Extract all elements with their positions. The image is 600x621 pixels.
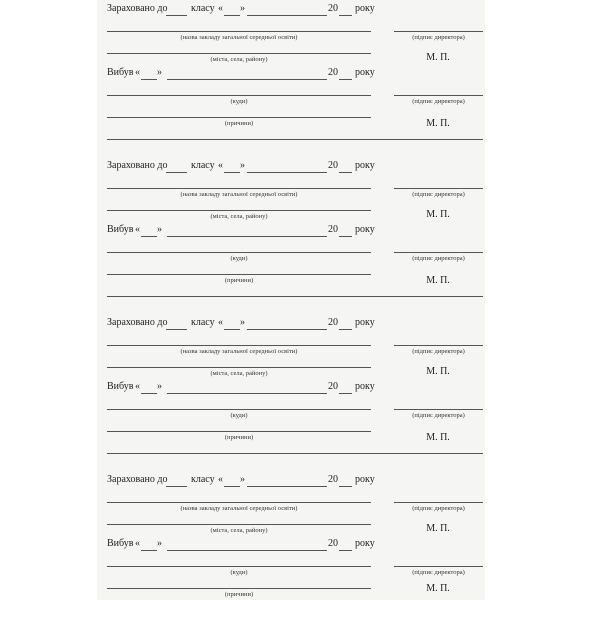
stamp-place: М. П.	[426, 52, 450, 63]
signature-line[interactable]	[394, 409, 483, 410]
date-open-quote: «	[218, 3, 223, 14]
month-field[interactable]	[247, 172, 327, 173]
reasons-caption: (причини)	[224, 120, 254, 127]
date-open-quote: «	[135, 224, 140, 235]
stamp-place: М. П.	[426, 118, 450, 129]
signature-line[interactable]	[394, 566, 483, 567]
left-label: Вибув	[107, 381, 134, 392]
class-number-field[interactable]	[166, 172, 187, 173]
reasons-line[interactable]	[107, 274, 371, 275]
form-sheet	[97, 0, 485, 600]
signature-caption: (підпис директора)	[412, 34, 465, 41]
where-caption: (куди)	[230, 569, 248, 576]
reasons-caption: (причини)	[224, 277, 254, 284]
signature-line[interactable]	[394, 95, 483, 96]
date-open-quote: «	[218, 474, 223, 485]
enrollment-block-3	[97, 314, 485, 464]
institution-caption: (назва закладу загальної середньої освіти)	[180, 348, 298, 355]
locality-line[interactable]	[107, 524, 371, 525]
signature-line[interactable]	[394, 502, 483, 503]
signature-line[interactable]	[394, 188, 483, 189]
year-suffix: року	[355, 160, 375, 171]
month-field[interactable]	[247, 15, 327, 16]
institution-caption: (назва закладу загальної середньої освіти)	[180, 191, 298, 198]
where-line[interactable]	[107, 409, 371, 410]
date-open-quote: «	[135, 381, 140, 392]
enrollment-block-1	[97, 0, 485, 150]
institution-line[interactable]	[107, 188, 371, 189]
enrollment-block-2	[97, 157, 485, 307]
month-field[interactable]	[167, 550, 327, 551]
year-prefix: 20	[328, 3, 338, 14]
left-label: Вибув	[107, 538, 134, 549]
class-label: класу	[191, 3, 215, 14]
day-field[interactable]	[224, 329, 240, 330]
year-suffix: року	[355, 381, 375, 392]
date-open-quote: «	[218, 317, 223, 328]
signature-caption: (підпис директора)	[412, 255, 465, 262]
enrollment-block-4	[97, 471, 485, 621]
day-field[interactable]	[141, 393, 157, 394]
year-prefix: 20	[328, 474, 338, 485]
year-prefix: 20	[328, 160, 338, 171]
left-label: Вибув	[107, 224, 134, 235]
reasons-line[interactable]	[107, 117, 371, 118]
institution-caption: (назва закладу загальної середньої освіти)	[180, 34, 298, 41]
signature-line[interactable]	[394, 252, 483, 253]
stamp-place: М. П.	[426, 583, 450, 594]
year-suffix: року	[355, 67, 375, 78]
year-prefix: 20	[328, 317, 338, 328]
year-field[interactable]	[339, 172, 352, 173]
enrolled-label: Зараховано до	[107, 160, 168, 171]
locality-caption: (міста, села, району)	[210, 213, 268, 220]
date-close-quote: »	[157, 381, 162, 392]
left-label: Вибув	[107, 67, 134, 78]
where-caption: (куди)	[230, 98, 248, 105]
year-field[interactable]	[339, 236, 352, 237]
year-prefix: 20	[328, 381, 338, 392]
year-suffix: року	[355, 3, 375, 14]
class-number-field[interactable]	[166, 15, 187, 16]
reasons-line[interactable]	[107, 588, 371, 589]
reasons-caption: (причини)	[224, 591, 254, 598]
year-field[interactable]	[339, 79, 352, 80]
where-caption: (куди)	[230, 412, 248, 419]
year-field[interactable]	[339, 329, 352, 330]
signature-caption: (підпис директора)	[412, 569, 465, 576]
signature-caption: (підпис директора)	[412, 505, 465, 512]
day-field[interactable]	[224, 15, 240, 16]
class-label: класу	[191, 317, 215, 328]
institution-line[interactable]	[107, 31, 371, 32]
year-field[interactable]	[339, 486, 352, 487]
locality-line[interactable]	[107, 53, 371, 54]
locality-line[interactable]	[107, 367, 371, 368]
month-field[interactable]	[167, 236, 327, 237]
date-close-quote: »	[240, 474, 245, 485]
block-separator-line	[107, 139, 483, 140]
date-open-quote: «	[135, 538, 140, 549]
month-field[interactable]	[167, 79, 327, 80]
date-close-quote: »	[157, 67, 162, 78]
year-suffix: року	[355, 474, 375, 485]
signature-caption: (підпис директора)	[412, 98, 465, 105]
date-close-quote: »	[157, 224, 162, 235]
year-field[interactable]	[339, 393, 352, 394]
year-field[interactable]	[339, 15, 352, 16]
stamp-place: М. П.	[426, 432, 450, 443]
day-field[interactable]	[224, 172, 240, 173]
date-open-quote: «	[218, 160, 223, 171]
month-field[interactable]	[247, 486, 327, 487]
signature-line[interactable]	[394, 31, 483, 32]
year-suffix: року	[355, 317, 375, 328]
date-close-quote: »	[240, 160, 245, 171]
block-separator-line	[107, 453, 483, 454]
enrolled-label: Зараховано до	[107, 3, 168, 14]
date-close-quote: »	[240, 317, 245, 328]
locality-caption: (міста, села, району)	[210, 370, 268, 377]
institution-line[interactable]	[107, 502, 371, 503]
class-label: класу	[191, 160, 215, 171]
institution-line[interactable]	[107, 345, 371, 346]
year-prefix: 20	[328, 538, 338, 549]
day-field[interactable]	[224, 486, 240, 487]
where-caption: (куди)	[230, 255, 248, 262]
month-field[interactable]	[247, 329, 327, 330]
day-field[interactable]	[141, 550, 157, 551]
signature-caption: (підпис директора)	[412, 191, 465, 198]
locality-caption: (міста, села, району)	[210, 56, 268, 63]
reasons-line[interactable]	[107, 431, 371, 432]
enrolled-label: Зараховано до	[107, 474, 168, 485]
where-line[interactable]	[107, 252, 371, 253]
date-open-quote: «	[135, 67, 140, 78]
locality-line[interactable]	[107, 210, 371, 211]
date-close-quote: »	[240, 3, 245, 14]
day-field[interactable]	[141, 79, 157, 80]
class-number-field[interactable]	[166, 329, 187, 330]
stamp-place: М. П.	[426, 523, 450, 534]
day-field[interactable]	[141, 236, 157, 237]
year-prefix: 20	[328, 224, 338, 235]
year-prefix: 20	[328, 67, 338, 78]
class-label: класу	[191, 474, 215, 485]
locality-caption: (міста, села, району)	[210, 527, 268, 534]
year-suffix: року	[355, 224, 375, 235]
reasons-caption: (причини)	[224, 434, 254, 441]
year-field[interactable]	[339, 550, 352, 551]
block-separator-line	[107, 296, 483, 297]
where-line[interactable]	[107, 566, 371, 567]
month-field[interactable]	[167, 393, 327, 394]
stamp-place: М. П.	[426, 209, 450, 220]
class-number-field[interactable]	[166, 486, 187, 487]
where-line[interactable]	[107, 95, 371, 96]
institution-caption: (назва закладу загальної середньої освіти)	[180, 505, 298, 512]
stamp-place: М. П.	[426, 366, 450, 377]
stamp-place: М. П.	[426, 275, 450, 286]
signature-line[interactable]	[394, 345, 483, 346]
year-suffix: року	[355, 538, 375, 549]
enrolled-label: Зараховано до	[107, 317, 168, 328]
date-close-quote: »	[157, 538, 162, 549]
signature-caption: (підпис директора)	[412, 412, 465, 419]
signature-caption: (підпис директора)	[412, 348, 465, 355]
